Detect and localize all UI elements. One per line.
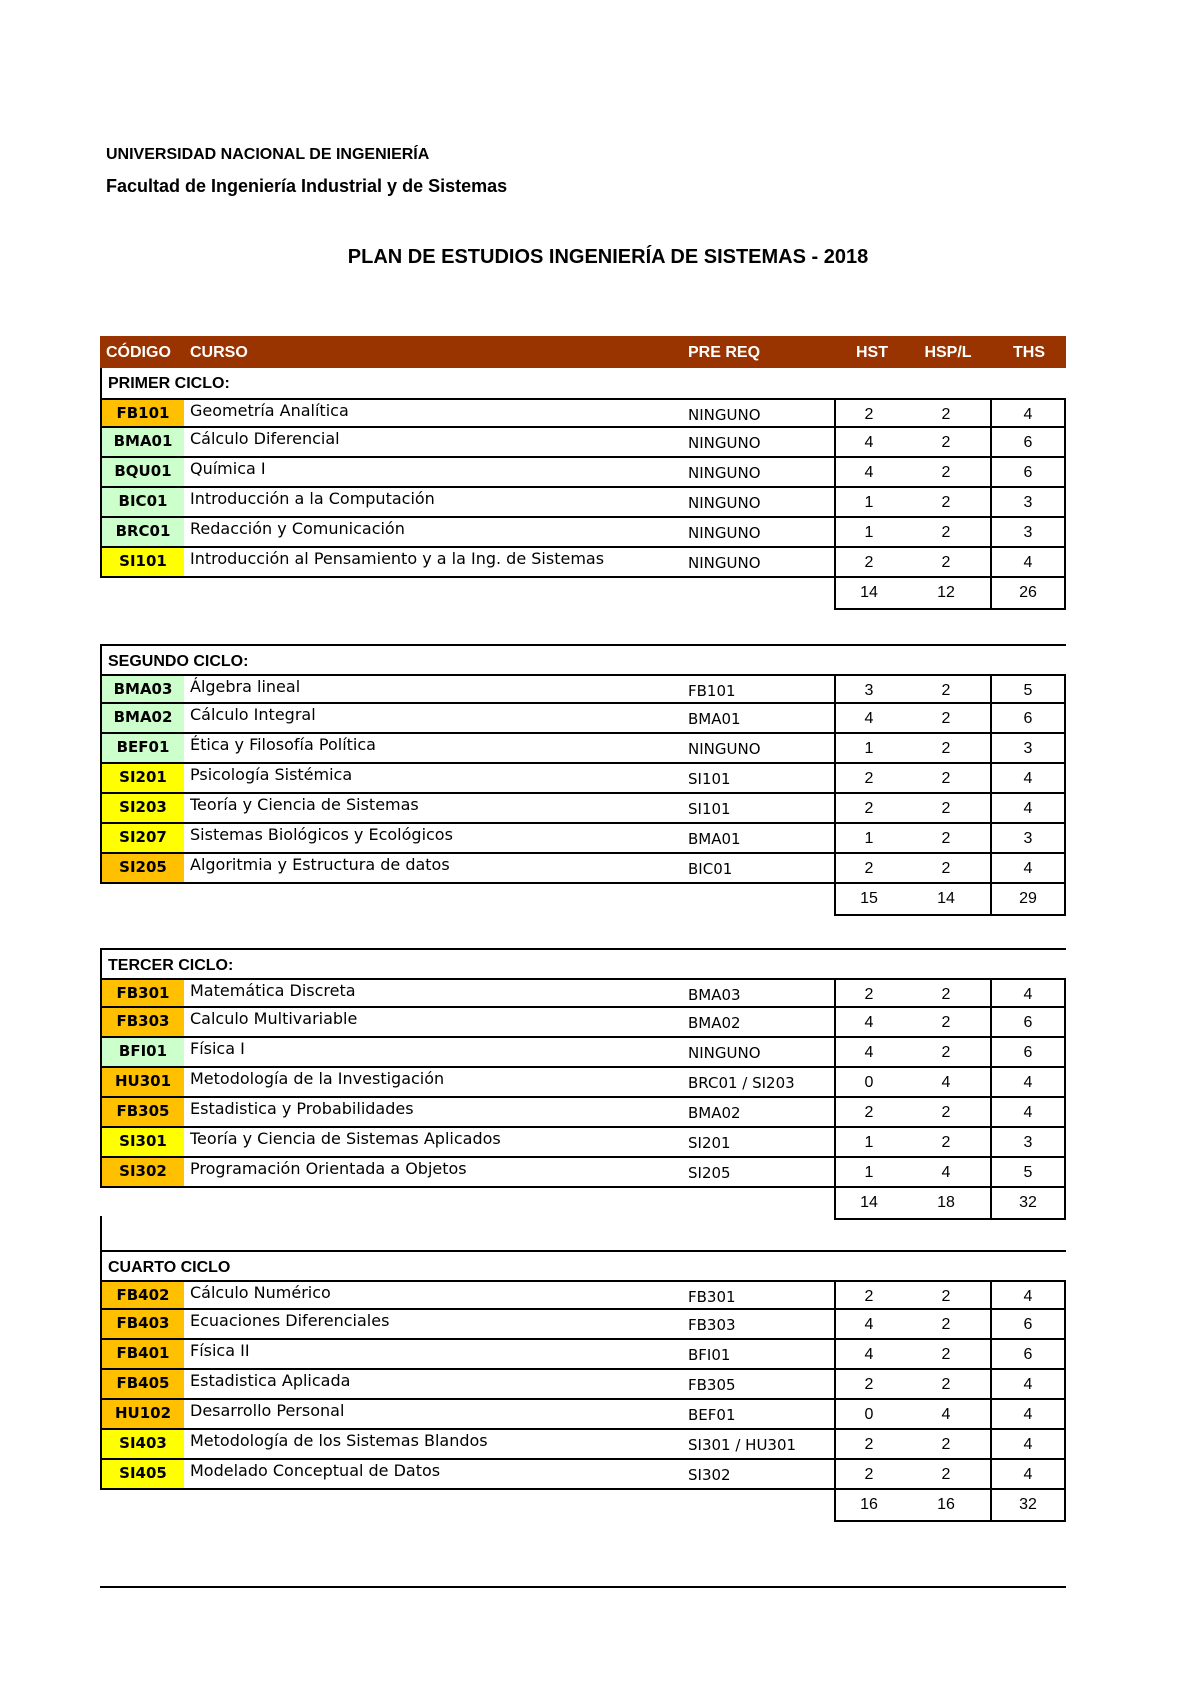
course-code: SI302 <box>100 1158 186 1188</box>
table-row <box>100 674 1066 704</box>
course-ths: 4 <box>990 1370 1066 1400</box>
course-hst: 2 <box>834 1370 904 1400</box>
course-hsp: 4 <box>902 1068 992 1098</box>
table-row <box>100 794 1066 824</box>
course-name: Redacción y Comunicación <box>184 518 684 548</box>
table-row <box>100 764 1066 794</box>
course-code: SI205 <box>100 854 186 884</box>
course-hst: 4 <box>834 458 904 488</box>
cycle-totals <box>100 1188 1066 1220</box>
course-name: Sistemas Biológicos y Ecológicos <box>184 824 684 854</box>
course-name: Estadistica Aplicada <box>184 1370 684 1400</box>
course-hst: 1 <box>834 518 904 548</box>
course-hsp: 2 <box>902 1128 992 1158</box>
course-name: Algoritmia y Estructura de datos <box>184 854 684 884</box>
header-hsp: HSP/L <box>924 344 972 361</box>
course-ths: 6 <box>990 458 1066 488</box>
course-hst: 2 <box>834 764 904 794</box>
total-hst: 14 <box>834 1188 904 1220</box>
course-hsp: 2 <box>902 764 992 794</box>
course-name: Introducción al Pensamiento y a la Ing. de Sistemas <box>184 548 684 578</box>
course-ths: 6 <box>990 704 1066 734</box>
course-prereq: BEF01 <box>682 1400 836 1430</box>
course-prereq: SI302 <box>682 1460 836 1490</box>
course-hsp: 2 <box>902 428 992 458</box>
table-row <box>100 428 1066 458</box>
bottom-rule <box>100 1586 1066 1588</box>
course-code: BMA02 <box>100 704 186 734</box>
course-code: FB101 <box>100 398 186 428</box>
course-code: FB403 <box>100 1310 186 1340</box>
cycle-label <box>100 368 1066 398</box>
course-code: SI405 <box>100 1460 186 1490</box>
total-ths: 29 <box>990 884 1066 916</box>
course-name: Programación Orientada a Objetos <box>184 1158 684 1188</box>
course-code: HU301 <box>100 1068 186 1098</box>
course-ths: 6 <box>990 428 1066 458</box>
course-ths: 3 <box>990 1128 1066 1158</box>
faculty-name: Facultad de Ingeniería Industrial y de Sistemas <box>106 176 508 196</box>
course-hst: 2 <box>834 978 904 1008</box>
course-code: SI101 <box>100 548 186 578</box>
course-ths: 4 <box>990 1098 1066 1128</box>
course-name: Física II <box>184 1340 684 1370</box>
course-hsp: 2 <box>902 854 992 884</box>
course-hsp: 4 <box>902 1400 992 1430</box>
cycle-label <box>100 1250 1066 1280</box>
course-code: BIC01 <box>100 488 186 518</box>
table-row <box>100 854 1066 884</box>
course-code: SI203 <box>100 794 186 824</box>
course-name: Cálculo Diferencial <box>184 428 684 458</box>
course-hst: 2 <box>834 1280 904 1310</box>
course-name: Calculo Multivariable <box>184 1008 684 1038</box>
table-row <box>100 398 1066 428</box>
course-name: Matemática Discreta <box>184 978 684 1008</box>
cycle-totals <box>100 884 1066 916</box>
course-prereq: FB305 <box>682 1370 836 1400</box>
course-ths: 4 <box>990 1460 1066 1490</box>
course-hsp: 2 <box>902 398 992 428</box>
total-hst: 15 <box>834 884 904 916</box>
course-hsp: 2 <box>902 1430 992 1460</box>
total-hsp: 16 <box>902 1490 992 1522</box>
course-name: Cálculo Numérico <box>184 1280 684 1310</box>
section-divider <box>100 1216 102 1250</box>
course-hst: 2 <box>834 1460 904 1490</box>
course-name: Metodología de la Investigación <box>184 1068 684 1098</box>
table-row <box>100 1128 1066 1158</box>
course-hst: 1 <box>834 824 904 854</box>
course-hst: 2 <box>834 398 904 428</box>
cycle-label <box>100 948 1066 978</box>
course-code: BEF01 <box>100 734 186 764</box>
table-row <box>100 488 1066 518</box>
course-hsp: 2 <box>902 1310 992 1340</box>
course-hsp: 2 <box>902 518 992 548</box>
course-name: Cálculo Integral <box>184 704 684 734</box>
course-name: Teoría y Ciencia de Sistemas Aplicados <box>184 1128 684 1158</box>
course-hsp: 2 <box>902 704 992 734</box>
total-ths: 32 <box>990 1188 1066 1220</box>
table-row <box>100 1068 1066 1098</box>
course-hsp: 2 <box>902 548 992 578</box>
cycle-label-text: TERCER CICLO: <box>108 957 234 974</box>
course-prereq: BIC01 <box>682 854 836 884</box>
course-ths: 5 <box>990 674 1066 704</box>
course-hsp: 2 <box>902 734 992 764</box>
course-code: FB405 <box>100 1370 186 1400</box>
course-name: Física I <box>184 1038 684 1068</box>
course-hst: 2 <box>834 854 904 884</box>
cycle-totals <box>100 1490 1066 1522</box>
course-ths: 3 <box>990 824 1066 854</box>
header-code: CÓDIGO <box>106 344 171 361</box>
course-name: Química I <box>184 458 684 488</box>
course-hst: 2 <box>834 1098 904 1128</box>
table-row <box>100 1460 1066 1490</box>
header-prereq: PRE REQ <box>688 344 761 361</box>
course-code: BQU01 <box>100 458 186 488</box>
course-prereq: FB301 <box>682 1280 836 1310</box>
table-row <box>100 458 1066 488</box>
header-course: CURSO <box>190 344 248 361</box>
course-hst: 0 <box>834 1068 904 1098</box>
cycle-label-text: CUARTO CICLO <box>108 1259 231 1276</box>
table-row <box>100 1430 1066 1460</box>
course-hst: 1 <box>834 734 904 764</box>
course-hst: 4 <box>834 1310 904 1340</box>
course-code: SI403 <box>100 1430 186 1460</box>
table-row <box>100 1038 1066 1068</box>
course-prereq: FB303 <box>682 1310 836 1340</box>
course-name: Ética y Filosofía Política <box>184 734 684 764</box>
course-ths: 3 <box>990 734 1066 764</box>
course-prereq: NINGUNO <box>682 518 836 548</box>
course-hsp: 2 <box>902 1038 992 1068</box>
course-prereq: SI205 <box>682 1158 836 1188</box>
course-code: SI201 <box>100 764 186 794</box>
table-row <box>100 1098 1066 1128</box>
course-name: Desarrollo Personal <box>184 1400 684 1430</box>
course-ths: 4 <box>990 548 1066 578</box>
course-ths: 6 <box>990 1008 1066 1038</box>
table-row <box>100 1310 1066 1340</box>
course-code: BFI01 <box>100 1038 186 1068</box>
course-name: Geometría Analítica <box>184 398 684 428</box>
course-hsp: 2 <box>902 824 992 854</box>
course-code: BRC01 <box>100 518 186 548</box>
course-hsp: 2 <box>902 488 992 518</box>
course-prereq: BMA02 <box>682 1098 836 1128</box>
course-hst: 4 <box>834 1038 904 1068</box>
course-code: BMA01 <box>100 428 186 458</box>
course-hst: 2 <box>834 794 904 824</box>
course-prereq: NINGUNO <box>682 398 836 428</box>
course-name: Estadistica y Probabilidades <box>184 1098 684 1128</box>
course-hsp: 4 <box>902 1158 992 1188</box>
cycle-label <box>100 644 1066 674</box>
course-hsp: 2 <box>902 1460 992 1490</box>
table-header <box>100 336 1066 368</box>
course-ths: 4 <box>990 854 1066 884</box>
course-prereq: SI301 / HU301 <box>682 1430 836 1460</box>
course-hst: 2 <box>834 548 904 578</box>
course-ths: 4 <box>990 978 1066 1008</box>
course-code: BMA03 <box>100 674 186 704</box>
course-prereq: BRC01 / SI203 <box>682 1068 836 1098</box>
course-prereq: SI101 <box>682 764 836 794</box>
course-prereq: NINGUNO <box>682 548 836 578</box>
course-prereq: SI201 <box>682 1128 836 1158</box>
cycle-label-text: PRIMER CICLO: <box>108 375 230 392</box>
course-name: Introducción a la Computación <box>184 488 684 518</box>
course-hst: 4 <box>834 1340 904 1370</box>
course-hsp: 2 <box>902 1340 992 1370</box>
course-hsp: 2 <box>902 978 992 1008</box>
course-prereq: NINGUNO <box>682 428 836 458</box>
total-hst: 14 <box>834 578 904 610</box>
course-hsp: 2 <box>902 1098 992 1128</box>
course-hst: 1 <box>834 1128 904 1158</box>
document-title: PLAN DE ESTUDIOS INGENIERÍA DE SISTEMAS - 2018 <box>347 246 869 268</box>
course-code: FB401 <box>100 1340 186 1370</box>
header-ths: THS <box>1013 344 1045 361</box>
course-ths: 4 <box>990 398 1066 428</box>
course-prereq: BMA01 <box>682 704 836 734</box>
total-hsp: 18 <box>902 1188 992 1220</box>
course-prereq: NINGUNO <box>682 488 836 518</box>
course-ths: 4 <box>990 1068 1066 1098</box>
course-hst: 0 <box>834 1400 904 1430</box>
course-prereq: NINGUNO <box>682 458 836 488</box>
total-ths: 26 <box>990 578 1066 610</box>
total-hsp: 12 <box>902 578 992 610</box>
university-name: UNIVERSIDAD NACIONAL DE INGENIERÍA <box>106 146 430 163</box>
course-code: FB301 <box>100 978 186 1008</box>
course-hst: 3 <box>834 674 904 704</box>
cycle-label-text: SEGUNDO CICLO: <box>108 653 249 670</box>
course-hsp: 2 <box>902 1280 992 1310</box>
course-code: FB303 <box>100 1008 186 1038</box>
table-row <box>100 734 1066 764</box>
course-name: Metodología de los Sistemas Blandos <box>184 1430 684 1460</box>
course-name: Álgebra lineal <box>184 674 684 704</box>
course-code: SI207 <box>100 824 186 854</box>
table-row <box>100 1400 1066 1430</box>
table-row <box>100 824 1066 854</box>
course-code: HU102 <box>100 1400 186 1430</box>
course-hsp: 2 <box>902 1008 992 1038</box>
course-ths: 6 <box>990 1340 1066 1370</box>
course-prereq: FB101 <box>682 674 836 704</box>
table-row <box>100 978 1066 1008</box>
course-ths: 4 <box>990 794 1066 824</box>
course-code: FB305 <box>100 1098 186 1128</box>
course-hst: 4 <box>834 428 904 458</box>
course-hsp: 2 <box>902 674 992 704</box>
table-row <box>100 704 1066 734</box>
course-code: FB402 <box>100 1280 186 1310</box>
course-prereq: BMA03 <box>682 978 836 1008</box>
header-hst: HST <box>856 344 888 361</box>
course-hsp: 2 <box>902 458 992 488</box>
course-ths: 6 <box>990 1310 1066 1340</box>
course-ths: 3 <box>990 488 1066 518</box>
course-ths: 4 <box>990 1430 1066 1460</box>
course-name: Teoría y Ciencia de Sistemas <box>184 794 684 824</box>
course-hst: 4 <box>834 704 904 734</box>
course-hsp: 2 <box>902 794 992 824</box>
table-row <box>100 1280 1066 1310</box>
course-ths: 5 <box>990 1158 1066 1188</box>
table-row <box>100 1340 1066 1370</box>
table-row <box>100 1158 1066 1188</box>
total-ths: 32 <box>990 1490 1066 1522</box>
course-prereq: BFI01 <box>682 1340 836 1370</box>
course-hst: 1 <box>834 1158 904 1188</box>
cycle-totals <box>100 578 1066 610</box>
course-ths: 4 <box>990 1280 1066 1310</box>
table-row <box>100 518 1066 548</box>
total-hsp: 14 <box>902 884 992 916</box>
course-hst: 1 <box>834 488 904 518</box>
table-row <box>100 1008 1066 1038</box>
course-ths: 4 <box>990 764 1066 794</box>
course-prereq: BMA02 <box>682 1008 836 1038</box>
course-ths: 6 <box>990 1038 1066 1068</box>
total-hst: 16 <box>834 1490 904 1522</box>
course-code: SI301 <box>100 1128 186 1158</box>
course-name: Psicología Sistémica <box>184 764 684 794</box>
table-row <box>100 548 1066 578</box>
course-ths: 4 <box>990 1400 1066 1430</box>
course-hst: 2 <box>834 1430 904 1460</box>
course-ths: 3 <box>990 518 1066 548</box>
course-prereq: NINGUNO <box>682 1038 836 1068</box>
course-prereq: NINGUNO <box>682 734 836 764</box>
course-hst: 4 <box>834 1008 904 1038</box>
course-name: Modelado Conceptual de Datos <box>184 1460 684 1490</box>
course-name: Ecuaciones Diferenciales <box>184 1310 684 1340</box>
course-hsp: 2 <box>902 1370 992 1400</box>
course-prereq: SI101 <box>682 794 836 824</box>
table-row <box>100 1370 1066 1400</box>
course-prereq: BMA01 <box>682 824 836 854</box>
